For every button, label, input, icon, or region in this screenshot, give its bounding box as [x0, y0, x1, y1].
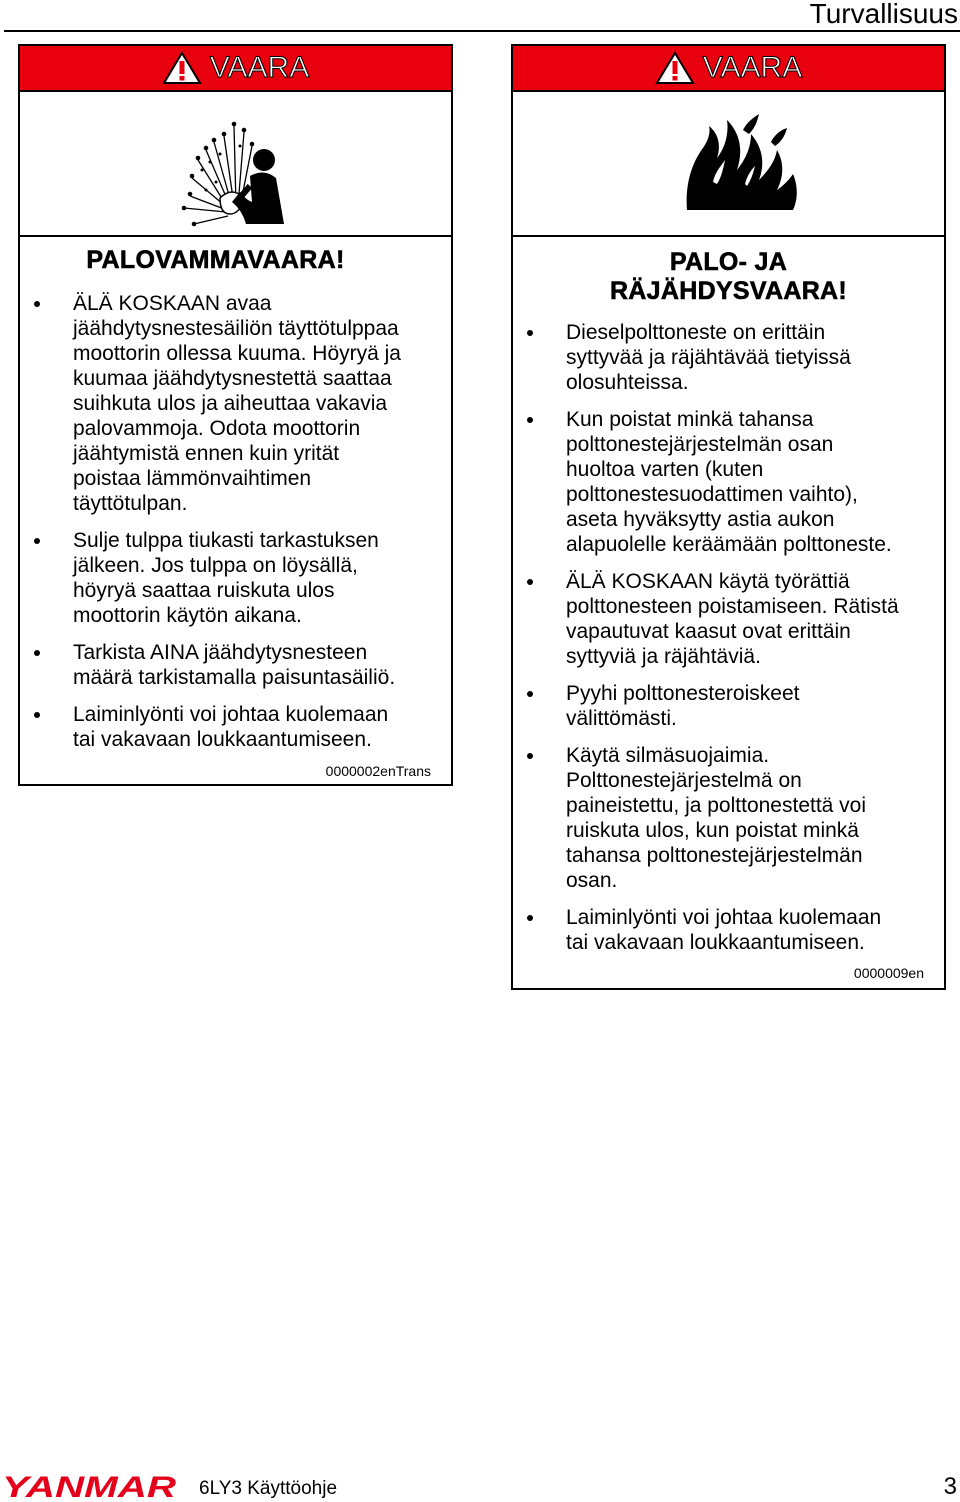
pictogram-area: [20, 92, 451, 237]
list-item: Laiminlyönti voi johtaa kuolemaan tai vakavaan loukkaantumiseen.: [513, 905, 944, 955]
list-item: Käytä silmäsuojaimia. Polttonestejärjestelmä on paineistettu, ja polttonestettä voi ruiskuta ulos, kun poistat minkä tahansa polttonestejärjestelmän osan.: [513, 743, 944, 893]
header-rule: [4, 30, 960, 32]
yanmar-logo: [2, 1472, 180, 1502]
bullet-icon: [34, 650, 40, 656]
svg-text:YANMAR: YANMAR: [2, 1472, 177, 1502]
document-title: 6LY3 Käyttöohje: [199, 1478, 338, 1499]
bullet-icon: [527, 579, 533, 585]
page-header-title: Turvallisuus: [809, 0, 958, 29]
bullet-icon: [527, 691, 533, 697]
list-item: Kun poistat minkä tahansa polttonestejärjestelmän osan huoltoa varten (kuten polttonestesuodattimen vaihto), aseta hyväksytty astia aukon alapuolelle keräämään polttoneste.: [513, 407, 944, 557]
page-number: 3: [943, 1473, 957, 1500]
list-item: ÄLÄ KOSKAAN avaa jäähdytysnestesäiliön täyttötulppaa moottorin ollessa kuuma. Höyryä ja kuumaa jäähdytysnestettä saattaa suihkuta ulos ja aiheuttaa vakavia palovammoja. Odota moottorin jäähtymistä ennen kuin yrität poistaa lämmönvaihtimen täyttötulpan.: [20, 291, 451, 516]
flame-icon: [683, 112, 803, 212]
bullet-icon: [34, 301, 40, 307]
danger-banner: [513, 46, 944, 92]
list-item: ÄLÄ KOSKAAN käytä työrättiä polttonesteen poistamiseen. Rätistä vapautuvat kaasut ovat erittäin syttyviä ja räjähtäviä.: [513, 569, 944, 669]
bullet-icon: [527, 417, 533, 423]
message-code: 0000009en: [853, 965, 924, 981]
safety-instructions-list: [513, 320, 944, 955]
pictogram-area: [513, 92, 944, 237]
danger-banner-label: VAARA: [209, 51, 310, 84]
bullet-icon: [527, 915, 533, 921]
warning-triangle-icon: [162, 51, 202, 85]
bullet-icon: [34, 712, 40, 718]
list-item: Dieselpolttoneste on erittäin syttyvää ja räjähtävää tietyissä olosuhteissa.: [513, 320, 944, 395]
list-item: Laiminlyönti voi johtaa kuolemaan tai vakavaan loukkaantumiseen.: [20, 702, 451, 752]
danger-panel-fire: [511, 44, 946, 990]
panel-body: [513, 246, 944, 955]
hazard-heading: PALOVAMMAVAARA!: [86, 246, 345, 274]
bullet-icon: [527, 330, 533, 336]
safety-instructions-list: [20, 291, 451, 752]
message-code: 0000002enTrans: [325, 763, 431, 779]
explosion-burn-icon: [180, 112, 290, 232]
list-item: Tarkista AINA jäähdytysnesteen määrä tarkistamalla paisuntasäiliö.: [20, 640, 451, 690]
warning-triangle-icon: [655, 51, 695, 85]
danger-banner: [20, 46, 451, 92]
bullet-icon: [527, 753, 533, 759]
hazard-heading: PALO- JA RÄJÄHDYSVAARA!: [609, 248, 848, 305]
list-item: Sulje tulppa tiukasti tarkastuksen jälkeen. Jos tulppa on löysällä, höyryä saattaa ruiskuta ulos moottorin käytön aikana.: [20, 528, 451, 628]
danger-panel-burn: [18, 44, 453, 786]
bullet-icon: [34, 538, 40, 544]
danger-banner-label: VAARA: [702, 51, 803, 84]
list-item: Pyyhi polttonesteroiskeet välittömästi.: [513, 681, 944, 731]
panel-body: [20, 246, 451, 752]
